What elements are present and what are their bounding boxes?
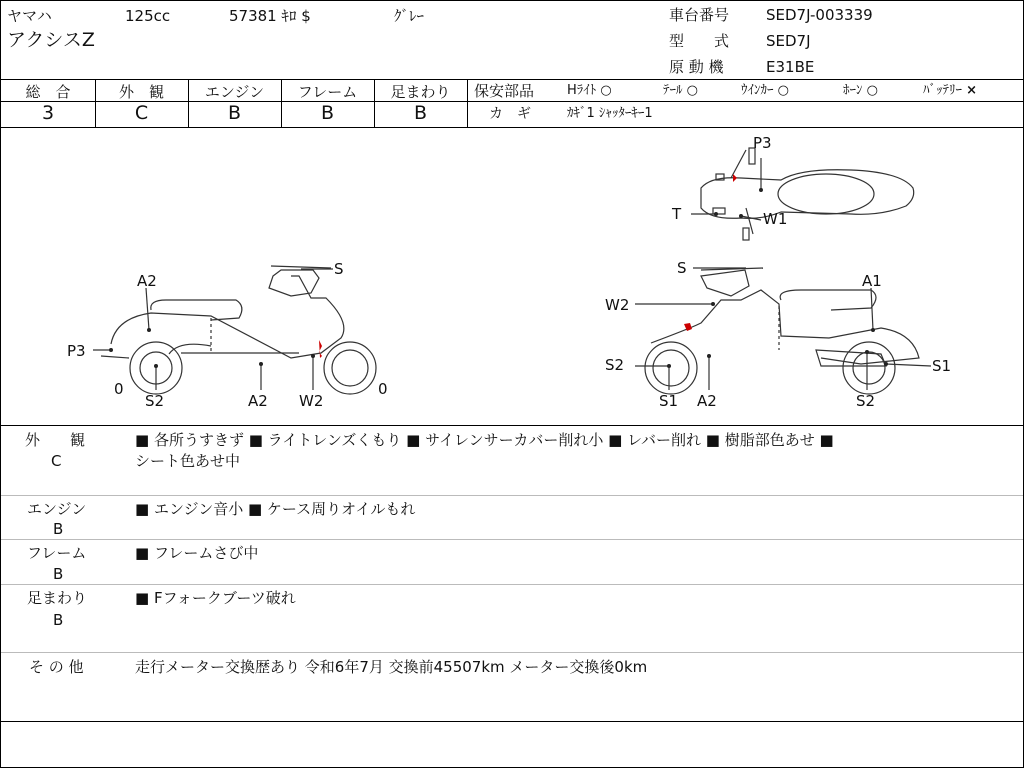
grade-engine-value: B [227,102,242,124]
engine-value: E31BE [766,58,815,76]
remark-engine-text: ■ エンジン音小 ■ ケース周りオイルもれ [135,500,416,518]
divider [1,539,1023,540]
remark-exterior-grade: C [51,452,62,470]
remark-frame-label: フレーム [27,544,87,562]
label-s1-right-a: S1 [932,357,952,375]
divider [467,101,1023,102]
frame-no-label: 車台番号 [669,6,730,24]
label-p3-top: P3 [753,134,772,152]
label-0-left-b: 0 [378,380,388,398]
label-s2-right-a: S2 [605,356,625,374]
grade-exterior-label: 外 観 [118,83,164,101]
grade-total-label: 総 合 [25,83,71,101]
frame-no: SED7J-003339 [766,6,873,24]
label-s-right: S [677,259,687,277]
safety-item-battery: ﾊﾞｯﾃﾘｰ × [923,83,978,98]
label-w1-top: W1 [763,210,788,228]
divider [1,495,1023,496]
displacement: 125cc [125,7,171,25]
scooter-top-view [701,148,914,240]
remark-engine-label: エンジン [27,500,87,518]
divider [467,79,468,127]
safety-item-headlight: Hﾗｲﾄ ○ [567,83,612,98]
label-s1-right-b: S1 [659,392,679,410]
safety-label: 保安部品 [474,82,535,100]
safety-item-horn: ﾎｰﾝ ○ [843,83,878,98]
label-s2-right-b: S2 [856,392,876,410]
grade-total-value: 3 [41,102,55,124]
divider [1,425,1023,426]
mileage: 57381 ｷﾛ $ [229,7,311,25]
remark-exterior-label: 外 観 [25,431,86,449]
remark-exterior-text-2: シート色あせ中 [135,452,241,470]
remark-engine-grade: B [53,520,64,538]
color: ｸﾞﾚｰ [394,7,425,25]
model-name: アクシスZ [7,29,95,51]
key-value: ｶｷﾞ1 ｼｬｯﾀｰｷｰ1 [567,106,653,121]
remark-suspension-text: ■ Fフォークブーツ破れ [135,589,296,607]
label-a2-left: A2 [137,272,157,290]
maker: ヤマハ [7,7,52,25]
divider [1,721,1023,722]
remark-frame-grade: B [53,565,64,583]
safety-item-winker: ｳｲﾝｶｰ ○ [741,83,789,98]
label-w2-right: W2 [605,296,630,314]
divider [1,79,1023,80]
divider [1,584,1023,585]
key-label: カ ギ [489,106,531,122]
remark-suspension-grade: B [53,611,64,629]
grade-engine-label: エンジン [204,83,265,101]
label-w2-left: W2 [299,392,324,410]
remark-exterior-text: ■ 各所うすきず ■ ライトレンズくもり ■ サイレンサーカバー削れ小 ■ レバー削れ ■ 樹脂部色あせ ■ [135,431,834,449]
label-s2-left: S2 [145,392,165,410]
other-label: そ の 他 [29,658,84,676]
safety-item-tail: ﾃｰﾙ ○ [663,83,698,98]
remark-frame-text: ■ フレームさび中 [135,544,259,562]
label-a1-right: A1 [862,272,882,290]
type-value: SED7J [766,32,811,50]
grade-suspension-value: B [413,102,428,124]
grade-frame-label: フレーム [297,83,358,101]
label-a2-right: A2 [697,392,717,410]
grade-suspension-label: 足まわり [390,83,451,101]
divider [1,652,1023,653]
remark-suspension-label: 足まわり [27,589,88,607]
grade-exterior-value: C [134,102,149,124]
grade-frame-value: B [320,102,335,124]
type-label: 型 式 [669,32,730,50]
label-0-left-a: 0 [114,380,124,398]
label-t-top: T [672,205,682,223]
label-p3-left: P3 [67,342,86,360]
label-s-left: S [334,260,344,278]
label-a2-left-b: A2 [248,392,268,410]
engine-label: 原 動 機 [669,58,724,76]
damage-diagram [1,128,1023,424]
other-text: 走行メーター交換歴あり 令和6年7月 交換前45507km メーター交換後0km [135,658,648,676]
